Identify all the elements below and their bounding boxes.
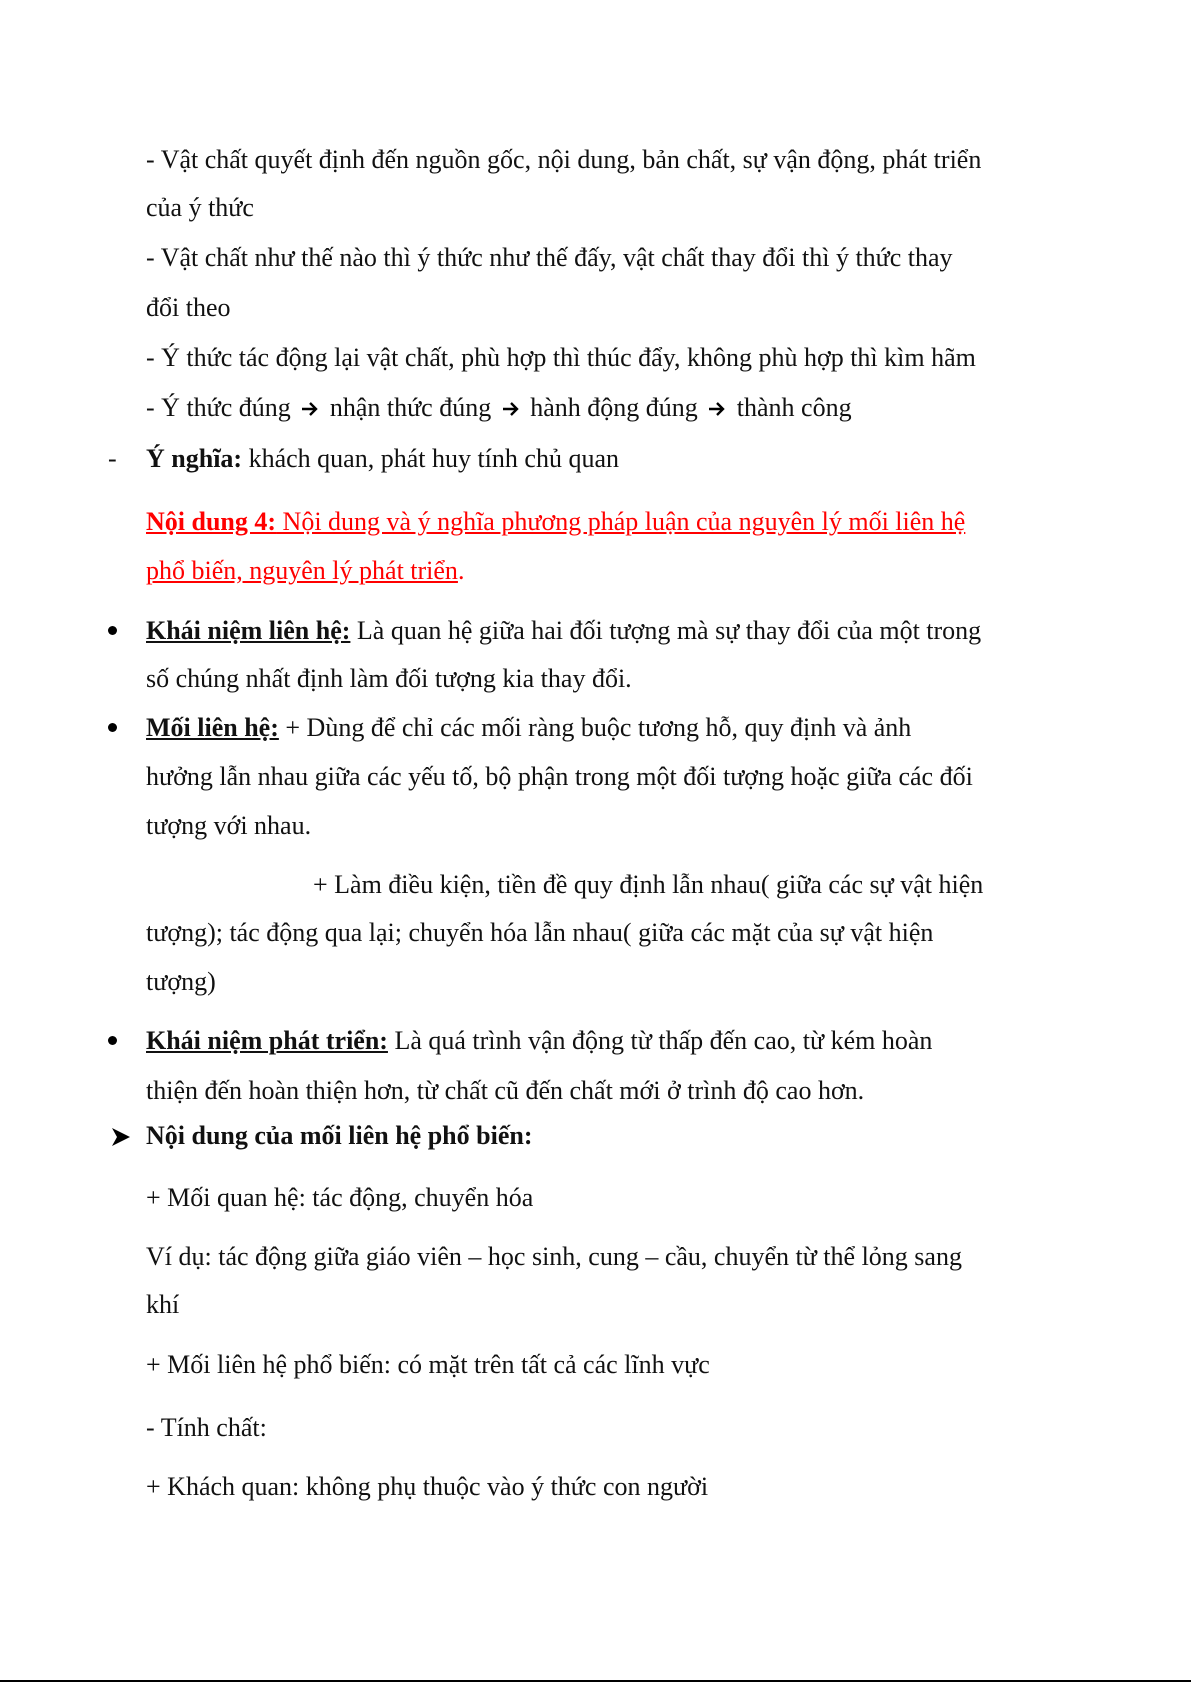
- y-nghia-line: [146, 444, 619, 474]
- paragraph-line: - Ý thức tác động lại vật chất, phù hợp thì thúc đẩy, không phù hợp thì kìm hãm: [146, 343, 976, 372]
- chain-step: nhận thức đúng: [329, 393, 492, 422]
- heading-text: phổ biến, nguyên lý phát triển: [146, 556, 458, 585]
- arrow-right-icon: [707, 400, 727, 418]
- bullet-item: [146, 616, 981, 646]
- paragraph-line: số chúng nhất định làm đối tượng kia thay đổi.: [146, 664, 632, 693]
- bullet-item: [146, 713, 911, 743]
- term-label: Khái niệm phát triển:: [146, 1026, 388, 1055]
- consequence-chain: [146, 393, 852, 423]
- paragraph-line: tượng): [146, 967, 216, 996]
- heading-end: .: [457, 556, 465, 585]
- arrow-right-icon: [501, 400, 521, 418]
- arrow-right-icon: [300, 400, 320, 418]
- paragraph-line: thiện đến hoàn thiện hơn, từ chất cũ đến chất mới ở trình độ cao hơn.: [146, 1076, 865, 1105]
- paragraph-line: tượng với nhau.: [146, 811, 312, 840]
- section-heading-4: [146, 507, 965, 537]
- term-text: + Dùng để chỉ các mối ràng buộc tương hỗ, quy định và ảnh: [278, 713, 912, 742]
- chain-step: hành động đúng: [530, 393, 698, 422]
- term-text: Là quá trình vận động từ thấp đến cao, từ kém hoàn: [387, 1026, 933, 1055]
- bullet-icon: [108, 723, 117, 732]
- page-bottom-rule: [0, 1680, 1191, 1682]
- term-label: Mối liên hệ:: [146, 713, 279, 742]
- y-nghia-text: khách quan, phát huy tính chủ quan: [242, 444, 619, 473]
- paragraph-line: hưởng lẫn nhau giữa các yếu tố, bộ phận trong một đối tượng hoặc giữa các đối: [146, 762, 973, 791]
- paragraph-line: - Vật chất như thế nào thì ý thức như thế đấy, vật chất thay đổi thì ý thức thay: [146, 243, 953, 272]
- paragraph-line: đổi theo: [146, 293, 231, 322]
- paragraph-line: + Khách quan: không phụ thuộc vào ý thức con người: [146, 1472, 709, 1501]
- arrowhead-bullet-icon: [110, 1126, 132, 1148]
- paragraph-line: + Mối liên hệ phổ biến: có mặt trên tất cả các lĩnh vực: [146, 1350, 710, 1379]
- bullet-item: [146, 1026, 932, 1056]
- chain-step: thành công: [736, 393, 852, 422]
- paragraph-line: + Mối quan hệ: tác động, chuyển hóa: [146, 1183, 534, 1212]
- paragraph-line: - Vật chất quyết định đến nguồn gốc, nội dung, bản chất, sự vận động, phát triển: [146, 145, 982, 174]
- term-text: Là quan hệ giữa hai đối tượng mà sự thay đổi của một trong: [350, 616, 982, 645]
- heading-text: Nội dung và ý nghĩa phương pháp luận của nguyên lý mối liên hệ: [276, 507, 966, 536]
- paragraph-line: - Tính chất:: [146, 1413, 267, 1442]
- paragraph-line: Ví dụ: tác động giữa giáo viên – học sinh, cung – cầu, chuyển từ thể lỏng sang: [146, 1242, 962, 1271]
- paragraph-line: + Làm điều kiện, tiền đề quy định lẫn nhau( giữa các sự vật hiện: [313, 870, 984, 899]
- dash-marker: -: [108, 444, 117, 473]
- chain-step: Ý thức đúng: [161, 393, 291, 422]
- bullet-icon: [108, 626, 117, 635]
- section-heading-4-cont: [146, 556, 464, 586]
- bullet-icon: [108, 1036, 117, 1045]
- y-nghia-label: Ý nghĩa:: [146, 444, 243, 473]
- heading-label: Nội dung 4:: [146, 507, 277, 536]
- paragraph-line: khí: [146, 1290, 180, 1319]
- paragraph-line: của ý thức: [146, 193, 254, 222]
- chain-dash: -: [146, 393, 162, 422]
- paragraph-line: tượng); tác động qua lại; chuyển hóa lẫn nhau( giữa các mặt của sự vật hiện: [146, 918, 934, 947]
- term-label: Khái niệm liên hệ:: [146, 616, 351, 645]
- section-title: Nội dung của mối liên hệ phổ biến:: [146, 1121, 533, 1150]
